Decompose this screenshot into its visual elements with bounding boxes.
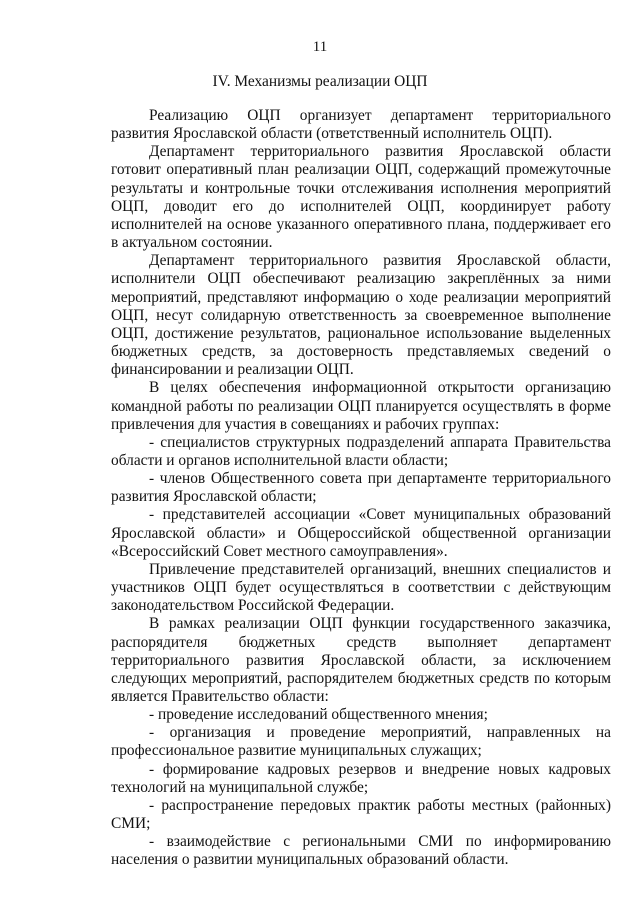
list-item-text: взаимодействие с региональными СМИ по информированию населения о развитии муниципальных образований области. [111, 833, 611, 869]
list-item [111, 434, 611, 470]
paragraph-external-specialists: Привлечение представителей организаций, внешних специалистов и участников ОЦП будет осуществляться в соответствии с действующим законодательством Российской Федерации. [111, 560, 611, 615]
paragraph-organizer: Реализацию ОЦП организует департамент территориального развития Ярославской области (ответственный исполнитель ОЦП). [111, 107, 611, 143]
list-item-text: специалистов структурных подразделений аппарата Правительства области и органов исполнительной власти области; [111, 433, 611, 469]
paragraph-state-customer: В рамках реализации ОЦП функции государственного заказчика, распорядителя бюджетных средств выполняет департамент территориального развития Ярославской области, за исключением следующих мероприятий, распорядителем бюджетных средств по которым является Правительство области: [111, 615, 611, 705]
bullet-marker: - [149, 470, 160, 488]
bullet-marker: - [149, 833, 167, 851]
list-item [111, 833, 611, 869]
list-item [111, 706, 611, 724]
bullet-marker: - [149, 796, 162, 814]
list-item [111, 506, 611, 560]
list-item-text: членов Общественного совета при департаменте территориального развития Ярославской области; [111, 470, 611, 506]
bullet-marker: - [149, 760, 163, 778]
bullet-marker: - [149, 706, 158, 724]
bullet-marker: - [149, 724, 170, 742]
list-item [111, 470, 611, 506]
list-item-text: проведение исследований общественного мнения; [157, 706, 488, 724]
list-item-text: распространение передовых практик работы местных (районных) СМИ; [111, 796, 611, 833]
list-item-text: формирование кадровых резервов и внедрение новых кадровых технологий на муниципальной службе; [111, 760, 611, 796]
list-item-text: организация и проведение мероприятий, направленных на профессиональное развитие муниципальных служащих; [111, 724, 612, 760]
bullet-marker: - [149, 506, 163, 524]
list-item [111, 761, 611, 797]
document-body [111, 107, 611, 870]
paragraph-operational-plan: Департамент территориального развития Ярославской области готовит оперативный план реализации ОЦП, содержащий промежуточные результаты и контрольные точки отслеживания исполнения мероприятий ОЦП, доводит его до исполнителей ОЦП, координирует работу исполнителей на основе указанного оперативного плана, поддерживает его в актуальном состоянии. [111, 143, 611, 252]
list-item [111, 724, 611, 760]
list-item-text: представителей ассоциации «Совет муниципальных образований Ярославской области» и Общероссийской общественной организации «Всероссийский Совет местного самоуправления». [111, 506, 611, 560]
paragraph-executors-responsibility: Департамент территориального развития Ярославской области, исполнители ОЦП обеспечивают реализацию закреплённых за ними мероприятий, представляют информацию о ходе реализации мероприятий ОЦП, несут солидарную ответственность за своевременное выполнение ОЦП, достижение результатов, рациональное использование выделенных бюджетных средств, за достоверность представляемых сведений о финансировании и реализации ОЦП. [111, 252, 611, 379]
paragraph-information-openness: В целях обеспечения информационной открытости организацию командной работы по реализации ОЦП планируется осуществлять в форме привлечения для участия в совещаниях и рабочих группах: [111, 379, 611, 433]
list-item [111, 797, 611, 833]
bullet-marker: - [149, 433, 161, 451]
section-title: IV. Механизмы реализации ОЦП [212, 73, 428, 90]
page-number: 11 [312, 39, 328, 55]
